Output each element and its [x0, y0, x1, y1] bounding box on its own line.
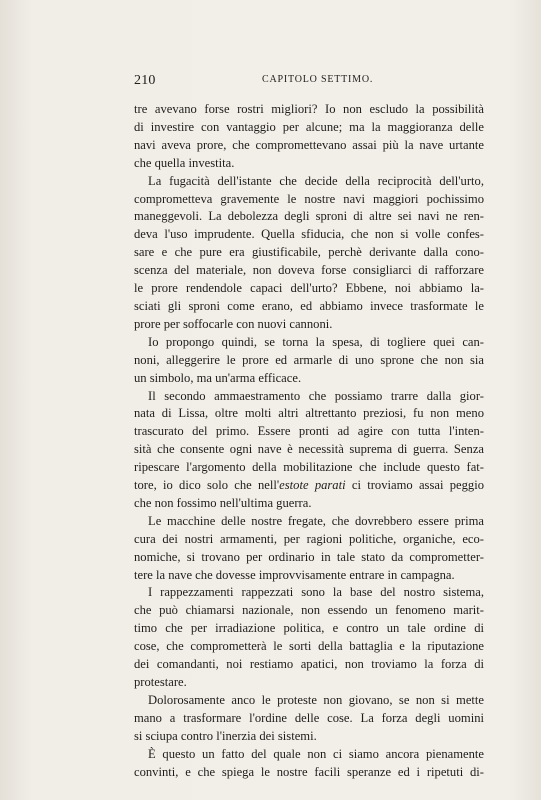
page-header	[134, 73, 484, 91]
text-line: dei comandanti, noi restiamo apatici, non troviamo la forza di	[134, 657, 484, 672]
text-line: tere la nave che dovesse improvvisamente entrare in campagna.	[134, 567, 455, 582]
text-line: Le macchine delle nostre fregate, che dovrebbero essere prima	[148, 513, 484, 528]
text-line: La fugacità dell'istante che decide della reciprocità dell'urto,	[148, 173, 484, 188]
text-line: deva l'uso imprudente. Quella sfiducia, che non si volle confes-	[134, 227, 484, 242]
text-line: cura dei nostri armamenti, per ragioni politiche, organiche, eco-	[134, 531, 484, 546]
text-line: che può chiamarsi nazionale, non essendo un fenomeno marit-	[134, 603, 484, 618]
text-line: nata di Lissa, oltre molti altri altrettanto preziosi, fu non meno	[134, 406, 484, 421]
text-line: le prore rendendole capaci dell'urto? Ebbene, noi abbiamo la-	[134, 281, 484, 296]
text-line: I rappezzamenti rappezzati sono la base del nostro sistema,	[148, 585, 484, 600]
page-number: 210	[134, 73, 156, 88]
text-line: noni, alleggerire le prore ed armarle di uno sprone che non sia	[134, 352, 484, 367]
text-line: nomiche, si trovano per ordinario in tale stato da comprometter-	[134, 549, 484, 564]
text-line: protestare.	[134, 675, 187, 689]
text-line: convinti, e che spiega le nostre facili speranze ed i ripetuti di-	[134, 764, 484, 779]
text-line: scenza del materiale, non doveva forse consigliarci di rafforzare	[134, 263, 484, 278]
text-line-end: ci troviamo assai peggio	[345, 478, 484, 493]
text-line: sciati gli sproni come erano, ed abbiamo invece trasformate le	[134, 298, 484, 313]
text-line: sità che consente ogni nave è necessità suprema di guerra. Senza	[134, 442, 484, 457]
body-text	[134, 101, 484, 781]
text-line: un simbolo, ma un'arma efficace.	[134, 370, 302, 385]
text-line	[134, 477, 484, 495]
text-line: si sciupa contro l'inerzia dei sistemi.	[134, 728, 317, 743]
text-line: che non fossimo nell'ultima guerra.	[134, 495, 312, 510]
text-line: che quella investita.	[134, 155, 235, 170]
text-line: Il secondo ammaestramento che possiamo trarre dalla gior-	[148, 388, 484, 403]
text-line: È questo un fatto del quale non ci siamo ancora pienamente	[148, 746, 484, 761]
text-line: ripescare l'argomento della mobilitazione che include questo fat-	[134, 460, 484, 475]
running-head: CAPITOLO SETTIMO.	[262, 74, 374, 85]
text-line: Dolorosamente anco le proteste non giovano, se non si mette	[148, 692, 484, 707]
text-line: navi aveva prore, che compromettevano assai più la nave urtante	[134, 137, 484, 152]
text-line: mano a trasformare l'ordine delle cose. La forza degli uomini	[134, 710, 484, 725]
text-line-start: tore, io dico solo che nell'	[134, 478, 280, 493]
text-line: di investire con vantaggio per alcune; ma la maggioranza delle	[134, 119, 484, 134]
text-line: sare e che pure era giustificabile, perchè derivante dalla cono-	[134, 245, 484, 260]
text-line: tre avevano forse rostri migliori? Io non escludo la possibilità	[134, 102, 484, 116]
text-line: timo che per irradiazione politica, e contro un tale ordine di	[134, 621, 484, 636]
italic-phrase: estote parati	[279, 478, 346, 493]
text-line: comprometteva gravemente le nostre navi maggiori pochissimo	[134, 191, 484, 206]
text-line: trascurato del primo. Essere pronti ad agire con tutta l'inten-	[134, 424, 484, 439]
text-line: Io propongo quindi, se torna la spesa, di togliere quei can-	[148, 334, 484, 349]
text-line: maneggevoli. La debolezza degli sproni di altre sei navi ne ren-	[134, 209, 484, 224]
text-line: prore per soffocarle con nuovi cannoni.	[134, 316, 333, 331]
text-line: cose, che comprometterà le sorti della battaglia e la riputazione	[134, 639, 484, 654]
